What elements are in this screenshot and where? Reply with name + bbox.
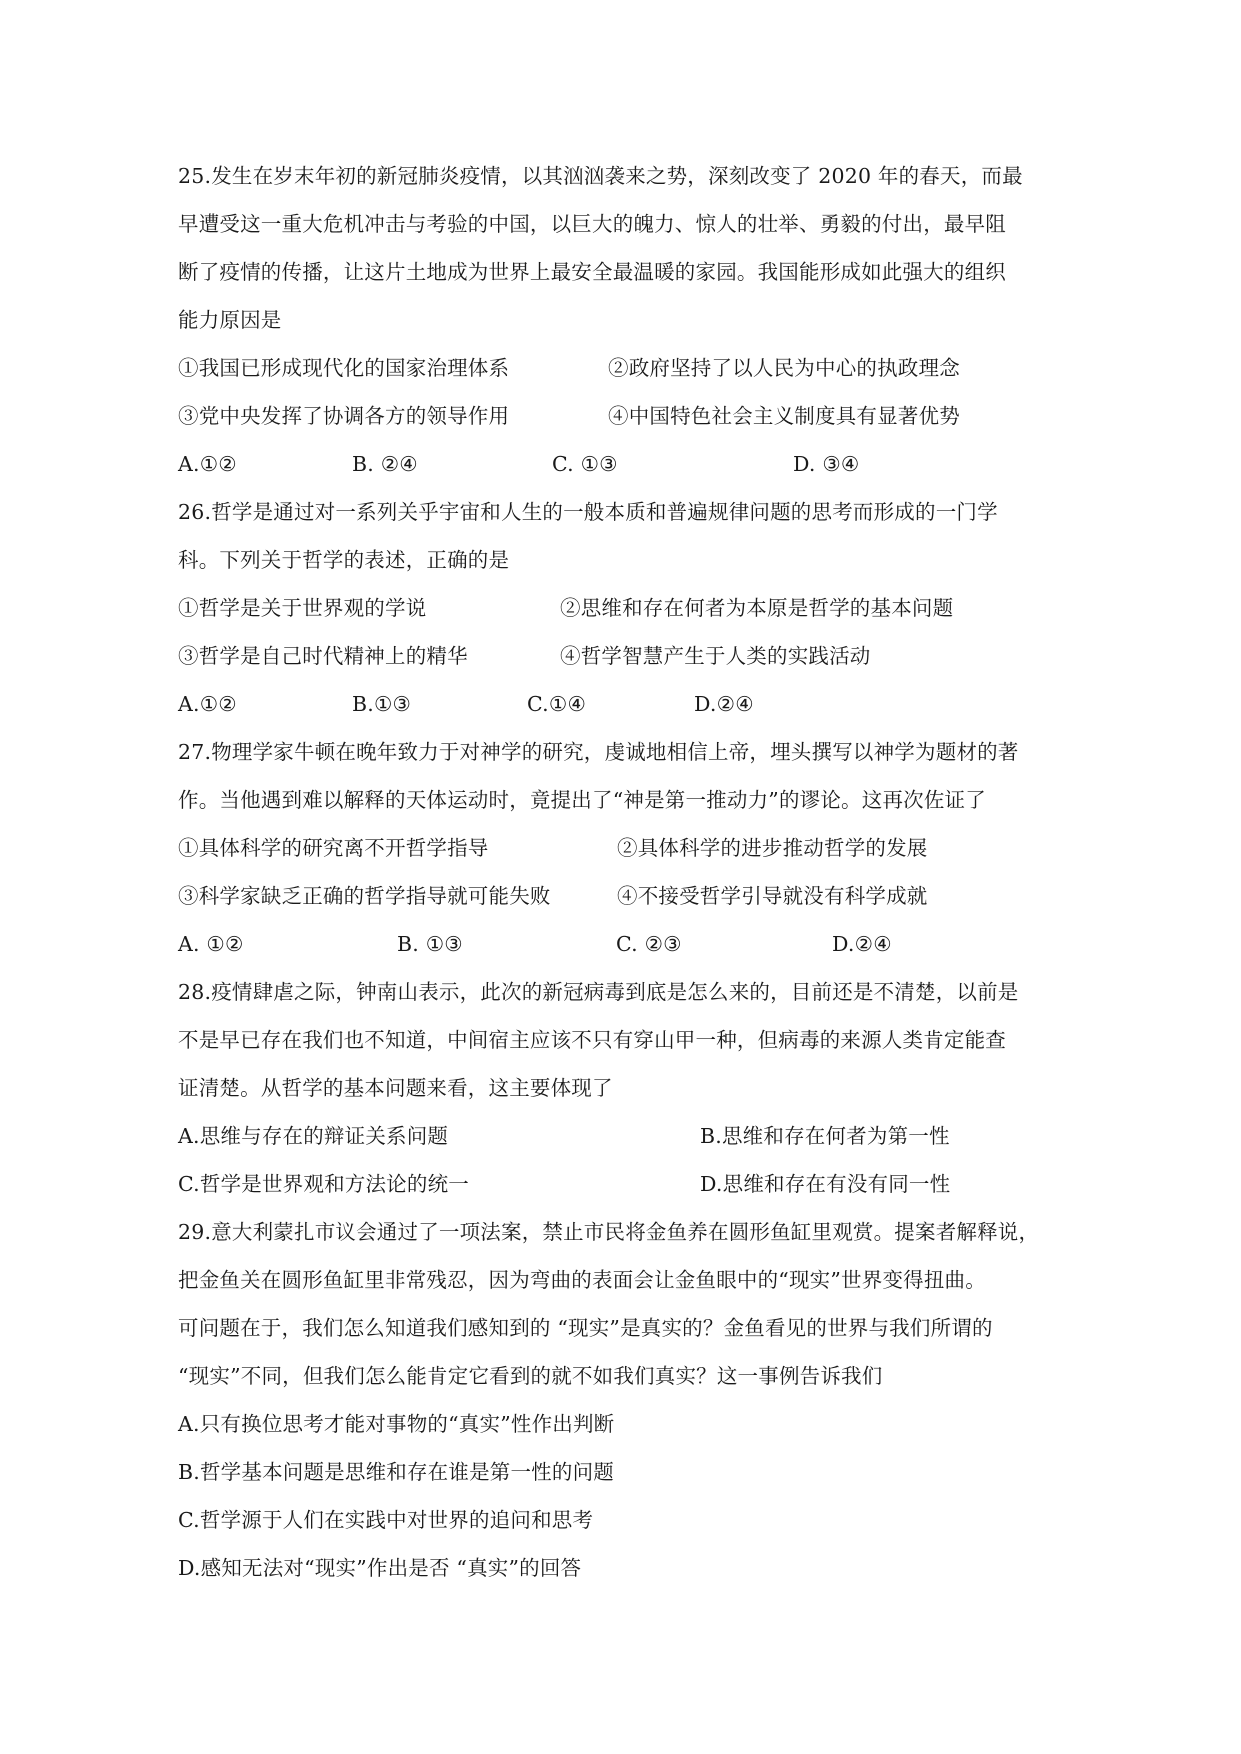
q29-stem-line-3: 可问题在于，我们怎么知道我们感知到的 “现实”是真实的？金鱼看见的世界与我们所谓的 xyxy=(178,1316,993,1340)
q26-statement-2: ②思维和存在何者为本原是哲学的基本问题 xyxy=(560,596,954,620)
q27-statement-4: ④不接受哲学引导就没有科学成就 xyxy=(617,884,928,908)
q29-option-b: B.哲学基本问题是思维和存在谁是第一性的问题 xyxy=(178,1460,614,1484)
q28-option-b: B.思维和存在何者为第一性 xyxy=(700,1124,950,1148)
q27-option-c: C. ②③ xyxy=(616,932,682,956)
q25-statement-4: ④中国特色社会主义制度具有显著优势 xyxy=(608,404,960,428)
q27-statement-3: ③科学家缺乏正确的哲学指导就可能失败 xyxy=(178,884,551,908)
q26-stem-line-1: 26.哲学是通过对一系列关乎宇宙和人生的一般本质和普遍规律问题的思考而形成的一门学 xyxy=(178,500,998,524)
q27-statement-2: ②具体科学的进步推动哲学的发展 xyxy=(617,836,928,860)
q25-statement-2: ②政府坚持了以人民为中心的执政理念 xyxy=(608,356,960,380)
q25-stem-line-1: 25.发生在岁末年初的新冠肺炎疫情，以其汹汹袭来之势，深刻改变了 2020 年的春天，而最 xyxy=(178,164,1023,188)
q26-statement-1: ①哲学是关于世界观的学说 xyxy=(178,596,427,620)
q28-option-a: A.思维与存在的辩证关系问题 xyxy=(178,1124,449,1148)
q26-option-a: A.①② xyxy=(178,692,237,716)
q25-option-b: B. ②④ xyxy=(352,452,418,476)
q28-stem-line-3: 证清楚。从哲学的基本问题来看，这主要体现了 xyxy=(178,1076,613,1100)
q25-option-a: A.①② xyxy=(178,452,237,476)
q26-option-b: B.①③ xyxy=(352,692,412,716)
q27-option-d: D.②④ xyxy=(832,932,892,956)
q26-option-d: D.②④ xyxy=(694,692,754,716)
q26-option-c: C.①④ xyxy=(527,692,587,716)
q25-stem-line-2: 早遭受这一重大危机冲击与考验的中国，以巨大的魄力、惊人的壮举、勇毅的付出，最早阻 xyxy=(178,212,1006,236)
q27-stem-line-2: 作。当他遇到难以解释的天体运动时，竟提出了“神是第一推动力”的谬论。这再次佐证了 xyxy=(178,788,986,812)
q26-statement-3: ③哲学是自己时代精神上的精华 xyxy=(178,644,468,668)
q28-stem-line-2: 不是早已存在我们也不知道，中间宿主应该不只有穿山甲一种，但病毒的来源人类肯定能查 xyxy=(178,1028,1006,1052)
q29-option-c: C.哲学源于人们在实践中对世界的追问和思考 xyxy=(178,1508,594,1532)
q27-option-a: A. ①② xyxy=(178,932,244,956)
q27-statement-1: ①具体科学的研究离不开哲学指导 xyxy=(178,836,489,860)
q29-stem-line-4: “现实”不同，但我们怎么能肯定它看到的就不如我们真实？这一事例告诉我们 xyxy=(178,1364,883,1388)
q25-statement-1: ①我国已形成现代化的国家治理体系 xyxy=(178,356,510,380)
q28-option-c: C.哲学是世界观和方法论的统一 xyxy=(178,1172,469,1196)
q25-stem-line-3: 断了疫情的传播，让这片土地成为世界上最安全最温暖的家园。我国能形成如此强大的组织 xyxy=(178,260,1006,284)
q25-option-d: D. ③④ xyxy=(793,452,860,476)
q28-option-d: D.思维和存在有没有同一性 xyxy=(700,1172,951,1196)
q29-option-a: A.只有换位思考才能对事物的“真实”性作出判断 xyxy=(178,1412,615,1436)
q28-stem-line-1: 28.疫情肆虐之际，钟南山表示，此次的新冠病毒到底是怎么来的，目前还是不清楚，以前是 xyxy=(178,980,1019,1004)
q29-stem-line-2: 把金鱼关在圆形鱼缸里非常残忍，因为弯曲的表面会让金鱼眼中的“现实”世界变得扭曲。 xyxy=(178,1268,986,1292)
q29-option-d: D.感知无法对“现实”作出是否 “真实”的回答 xyxy=(178,1556,582,1580)
q25-option-c: C. ①③ xyxy=(552,452,618,476)
q25-statement-3: ③党中央发挥了协调各方的领导作用 xyxy=(178,404,510,428)
q29-stem-line-1: 29.意大利蒙扎市议会通过了一项法案，禁止市民将金鱼养在圆形鱼缸里观赏。提案者解释说， xyxy=(178,1220,1040,1244)
q26-stem-line-2: 科。下列关于哲学的表述，正确的是 xyxy=(178,548,510,572)
q25-stem-line-4: 能力原因是 xyxy=(178,308,282,332)
q26-statement-4: ④哲学智慧产生于人类的实践活动 xyxy=(560,644,871,668)
q27-option-b: B. ①③ xyxy=(397,932,463,956)
q27-stem-line-1: 27.物理学家牛顿在晚年致力于对神学的研究，虔诚地相信上帝，埋头撰写以神学为题材的著 xyxy=(178,740,1019,764)
